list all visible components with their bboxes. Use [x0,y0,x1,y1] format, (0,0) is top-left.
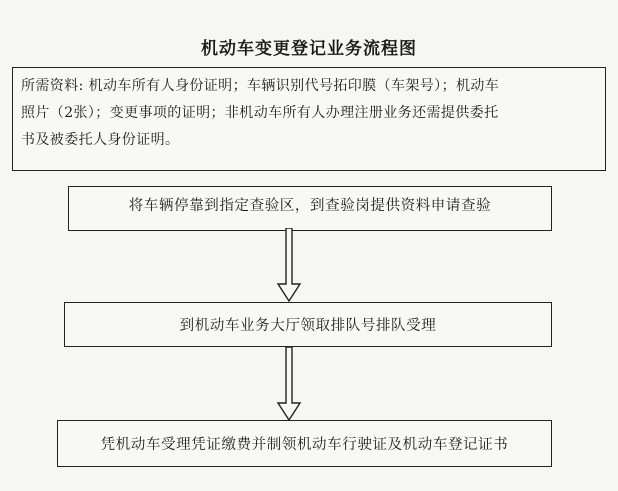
requirements-line-1: 所需资料: 机动车所有人身份证明；车辆识别代号拓印膜（车架号）；机动车 [21,78,500,94]
down-arrow-icon [276,347,302,421]
requirements-line-2: 照片（2张）；变更事项的证明；非机动车所有人办理注册业务还需提供委托 [21,105,499,121]
step-1-text: 将车辆停靠到指定查验区，到查验岗提供资料申请查验 [128,198,492,214]
step-2-text: 到机动车业务大厅领取排队号排队受理 [179,318,437,334]
step-2-queue-box [64,302,552,347]
requirements-line-3: 书及被委托人身份证明。 [21,132,180,148]
required-documents-box [12,67,606,171]
step-3-text: 凭机动车受理凭证缴费并制领机动车行驶证及机动车登记证书 [100,437,509,453]
step-1-inspection-box [68,186,552,231]
down-arrow-icon [276,228,302,302]
step-3-certificate-box [57,420,552,467]
flowchart-title: 机动车变更登记业务流程图 [201,39,417,59]
